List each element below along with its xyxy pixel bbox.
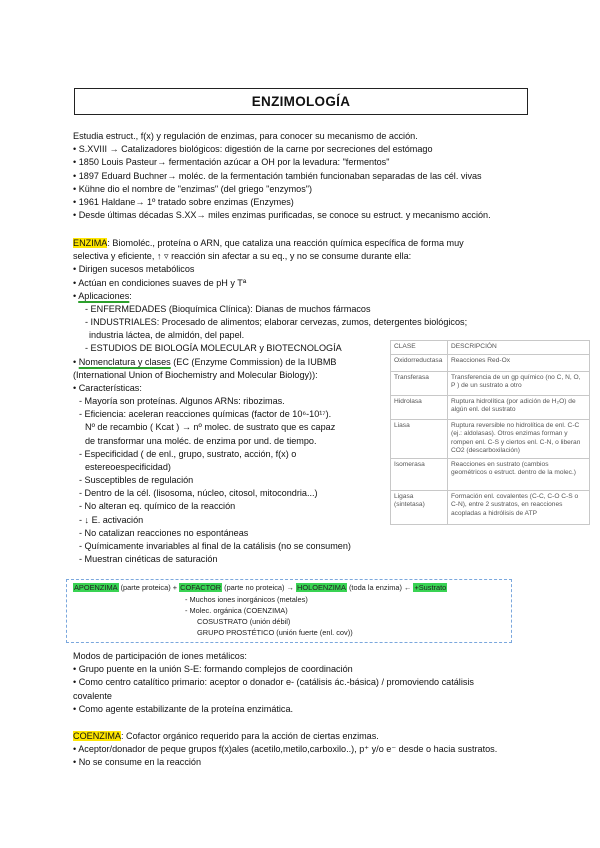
table-cell-desc: Ruptura reversible no hidrolítica de enl. C-C (ej.: aldolasas). Otros enzimas forman y rompen enl. C-S y ciertos enl. C-N, o liberan CO2 (descarboxilación) [448, 419, 590, 458]
enzima-prop: • Dirigen sucesos metabólicos [73, 264, 195, 275]
enzima-definition-cont: selectiva y eficiente, ↑ ▿ reacción sin afectar a su eq., y no se consume durante ella: [73, 251, 412, 262]
caracteristica-item: - Susceptibles de regulación [79, 475, 194, 486]
table-row [391, 354, 590, 371]
history-item: • 1961 Haldane→ 1º tratado sobre enzimas (Enzymes) [73, 196, 294, 207]
aplicacion-item: - ENFERMEDADES (Bioquímica Clínica): Dianas de muchos fármacos [85, 303, 371, 314]
holoenzima-term: HOLOENZIMA [297, 583, 346, 592]
caracteristica-item: - ↓ E. activación [79, 514, 144, 525]
coenzima-item: • Aceptor/donador de peque grupos f(x)ales (acetilo,metilo,carboxilo..), p⁺ y/o e⁻ desde o hacia sustratos. [73, 744, 498, 755]
table-header-row [391, 341, 590, 355]
table-cell-desc: Ruptura hidrolítica (por adición de H₂O) de algún enl. del sustrato [448, 395, 590, 419]
holoenzyme-box [66, 579, 512, 643]
caracteristica-item: - No alteran eq. químico de la reacción [79, 501, 236, 512]
apoenzima-term: APOENZIMA [74, 583, 118, 592]
table-row [391, 458, 590, 490]
table-row [391, 419, 590, 458]
caracteristicas-heading: • Características: [73, 382, 142, 393]
caracteristica-item: - Químicamente invariables al final de la catálisis (no se consumen) [79, 540, 351, 551]
cofactor-term: COFACTOR [180, 583, 222, 592]
coenzima-sub-item: GRUPO PROSTÉTICO (unión fuerte (enl. cov)) [197, 628, 353, 637]
table-header-cell: CLASE [391, 341, 448, 355]
coenzima-term: COENZIMA [73, 731, 121, 741]
nomenclatura-label: Nomenclatura y clases [78, 356, 171, 367]
history-item: • 1850 Louis Pasteur→ fermentación azúcar a OH por la levadura: "fermentos" [73, 157, 390, 168]
enzyme-class-table [390, 340, 590, 525]
table-header-cell: DESCRIPCIÓN [448, 341, 590, 355]
cofactor-sub-item: - Molec. orgánica (COENZIMA) [185, 606, 288, 615]
table-cell-class: Oxidorreductasa [391, 354, 448, 371]
caracteristica-item-cont: Nº de recambio ( Kcat ) → nº molec. de sustrato que es capaz [85, 422, 336, 433]
table-cell-class: Liasa [391, 419, 448, 458]
aplicacion-item: - ESTUDIOS DE BIOLOGÍA MOLECULAR y BIOTECNOLOGÍA [85, 343, 342, 354]
metal-ions-item: • Como centro catalítico primario: aceptor o donador e- (catálisis ác.-básica) / promoviendo catálisis [73, 677, 474, 688]
metal-ions-heading: Modos de participación de iones metálicos: [73, 651, 247, 661]
aplicacion-item-cont: industria láctea, de almidón, del papel. [89, 330, 245, 341]
history-section [73, 130, 533, 222]
coenzima-definition: COENZIMA: Cofactor orgánico requerido para la acción de ciertas enzimas. [73, 731, 379, 741]
table-cell-desc: Formación enl. covalentes (C-C, C-O C-S o C-N), entre 2 sustratos, en reacciones acopladas a hidrólisis de ATP [448, 490, 590, 524]
metal-ions-section [73, 650, 533, 716]
caracteristica-item: - Mayoría son proteínas. Algunos ARNs: ribozimas. [79, 396, 285, 407]
enzima-prop: • Actúan en condiciones suaves de pH y Tª [73, 277, 247, 288]
history-item: • S.XVIII → Catalizadores biológicos: digestión de la carne por secreciones del estómago [73, 144, 433, 155]
table-cell-desc: Transferencia de un gp químico (no C, N, O, P ) de un sustrato a otro [448, 371, 590, 395]
caracteristica-item: - Eficiencia: aceleran reacciones químicas (factor de 10⁶-10¹⁷). [79, 409, 332, 420]
enzima-definition: ENZIMA: Biomoléc., proteína o ARN, que cataliza una reacción química específica de forma muy [73, 238, 464, 248]
table-cell-class: Hidrolasa [391, 395, 448, 419]
history-item: • Kühne dio el nombre de "enzimas" (del griego "enzymos") [73, 183, 313, 194]
enzima-term: ENZIMA [73, 238, 108, 248]
page-title: ENZIMOLOGÍA [74, 88, 528, 115]
table-cell-class: Ligasa (sintetasa) [391, 490, 448, 524]
caracteristica-item: - No catalizan reacciones no espontáneas [79, 527, 249, 538]
metal-ions-item-cont: covalente [73, 690, 112, 701]
table-cell-desc: Reacciones en sustrato (cambios geométricos o estruct. dentro de la molec.) [448, 458, 590, 490]
aplicaciones-heading: • Aplicaciones: [73, 290, 132, 301]
table-row [391, 395, 590, 419]
aplicaciones-label: Aplicaciones [78, 290, 130, 301]
nomenclatura-heading: • Nomenclatura y clases (EC (Enzyme Commission) de la IUBMB [73, 356, 337, 367]
table-cell-desc: Reacciones Red-Ox [448, 354, 590, 371]
coenzima-sub-item: COSUSTRATO (unión débil) [197, 617, 291, 626]
holoenzyme-equation: APOENZIMA (parte proteica) + COFACTOR (parte no proteica) → HOLOENZIMA (toda la enzima) ← +Sustrato [74, 583, 447, 592]
cofactor-sub-item: - Muchos iones inorgánicos (metales) [185, 595, 308, 604]
caracteristica-item: - Dentro de la cél. (lisosoma, núcleo, citosol, mitocondria...) [79, 488, 318, 499]
table-row [391, 371, 590, 395]
sustrato-term: +Sustrato [414, 583, 447, 592]
metal-ions-item: • Grupo puente en la unión S-E: formando complejos de coordinación [73, 664, 353, 675]
caracteristica-item: - Especificidad ( de enl., grupo, sustrato, acción, f(x) o [79, 448, 297, 459]
caracteristica-item-cont: estereoespecificidad) [85, 461, 171, 472]
coenzima-item: • No se consume en la reacción [73, 757, 202, 768]
table-cell-class: Transferasa [391, 371, 448, 395]
intro-line: Estudia estruct., f(x) y regulación de enzimas, para conocer su mecanismo de acción. [73, 131, 418, 141]
history-item: • Desde últimas décadas S.XX→ miles enzimas purificadas, se conoce su estruct. y mecanismo acción. [73, 210, 491, 221]
table-row [391, 490, 590, 524]
caracteristica-item-cont: de transformar una moléc. de enzima por und. de tiempo. [85, 435, 317, 446]
coenzima-section [73, 730, 533, 770]
history-item: • 1897 Eduard Buchner→ moléc. de la fermentación también funcionaban separadas de las cél. vivas [73, 170, 482, 181]
nomenclatura-cont: (International Union of Biochemistry and Molecular Biology)): [73, 369, 318, 380]
caracteristica-item: - Muestran cinéticas de saturación [79, 554, 218, 565]
aplicacion-item: - INDUSTRIALES: Procesado de alimentos; elaborar cervezas, zumos, detergentes biológicos; [85, 317, 468, 328]
metal-ions-item: • Como agente estabilizante de la proteína enzimática. [73, 703, 294, 714]
table-cell-class: Isomerasa [391, 458, 448, 490]
